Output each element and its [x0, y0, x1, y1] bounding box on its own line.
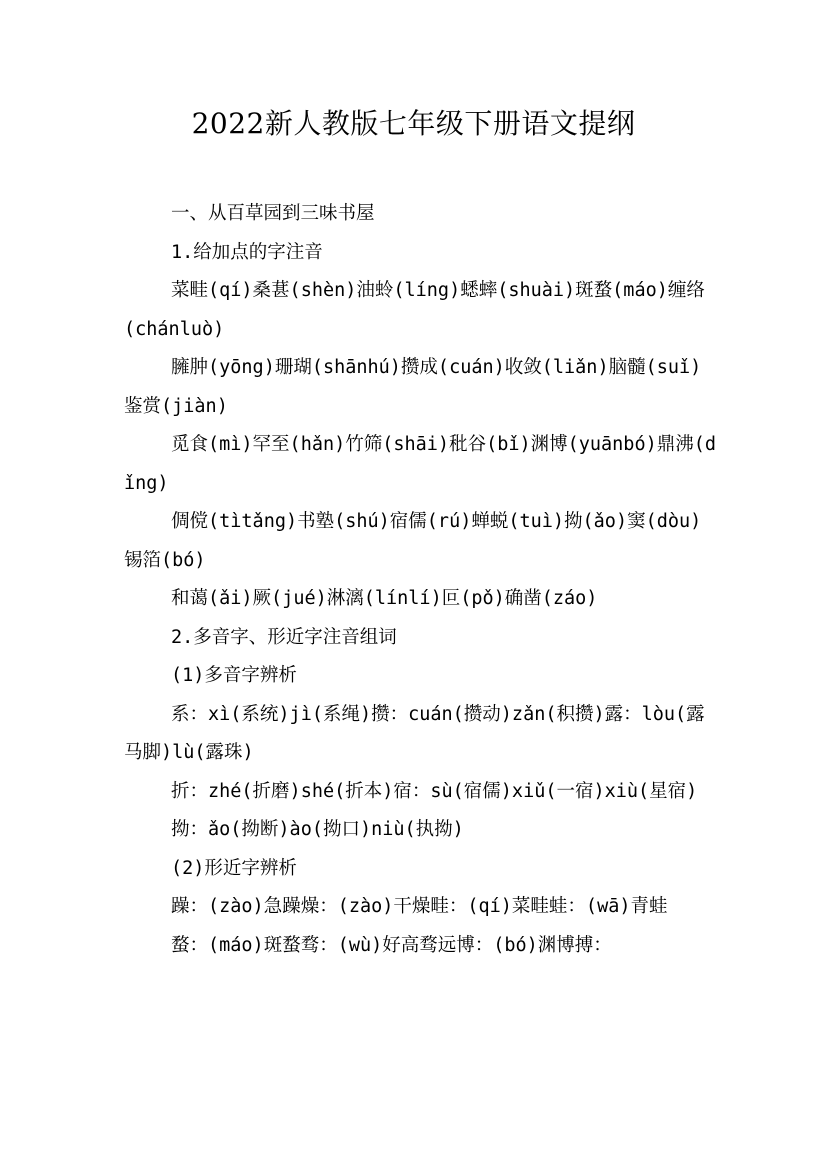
paragraph: 系：xì(系统)jì(系绳)攒：cuán(攒动)zǎn(积攒)露：lòu(露马脚)lù(露珠) — [124, 703, 705, 763]
paragraph: 躁：(zào)急躁燥：(zào)干燥畦：(qí)菜畦蛙：(wā)青蛙 — [171, 896, 668, 917]
subsection-heading: 1.给加点的字注音 — [171, 241, 323, 263]
paragraph: 拗：ǎo(拗断)ào(拗口)niù(执拗) — [171, 819, 464, 840]
paragraph: 倜傥(tìtǎng)书塾(shú)宿儒(rú)蝉蜕(tuì)拗(ǎo)窦(dòu)锡箔(bó) — [124, 511, 702, 571]
subsection-heading: (1)多音字辨析 — [171, 665, 297, 686]
subsection-heading: (2)形近字辨析 — [171, 857, 297, 879]
paragraph: 臃肿(yōng)珊瑚(shānhú)攒成(cuán)收敛(liǎn)脑髓(suǐ)鉴赏(jiàn) — [124, 357, 702, 417]
paragraph: 菜畦(qí)桑葚(shèn)油蛉(líng)蟋蟀(shuài)斑蝥(máo)缠络(chánluò) — [124, 280, 705, 340]
paragraph: 折：zhé(折磨)shé(折本)宿：sù(宿儒)xiǔ(一宿)xiù(星宿) — [171, 780, 698, 802]
page-title: 2022新人教版七年级下册语文提纲 — [191, 107, 636, 140]
subsection-heading: 2.多音字、形近字注音组词 — [171, 626, 397, 648]
paragraph: 蝥：(máo)斑蝥骛：(wù)好高骛远博：(bó)渊博搏： — [171, 934, 612, 956]
section-heading: 一、从百草园到三味书屋 — [171, 203, 375, 224]
paragraph: 觅食(mì)罕至(hǎn)竹筛(shāi)秕谷(bǐ)渊博(yuānbó)鼎沸(dǐng) — [124, 434, 717, 494]
document-body — [124, 195, 718, 965]
paragraph: 和蔼(ǎi)厥(jué)淋漓(línlí)叵(pǒ)确凿(záo) — [171, 588, 598, 609]
